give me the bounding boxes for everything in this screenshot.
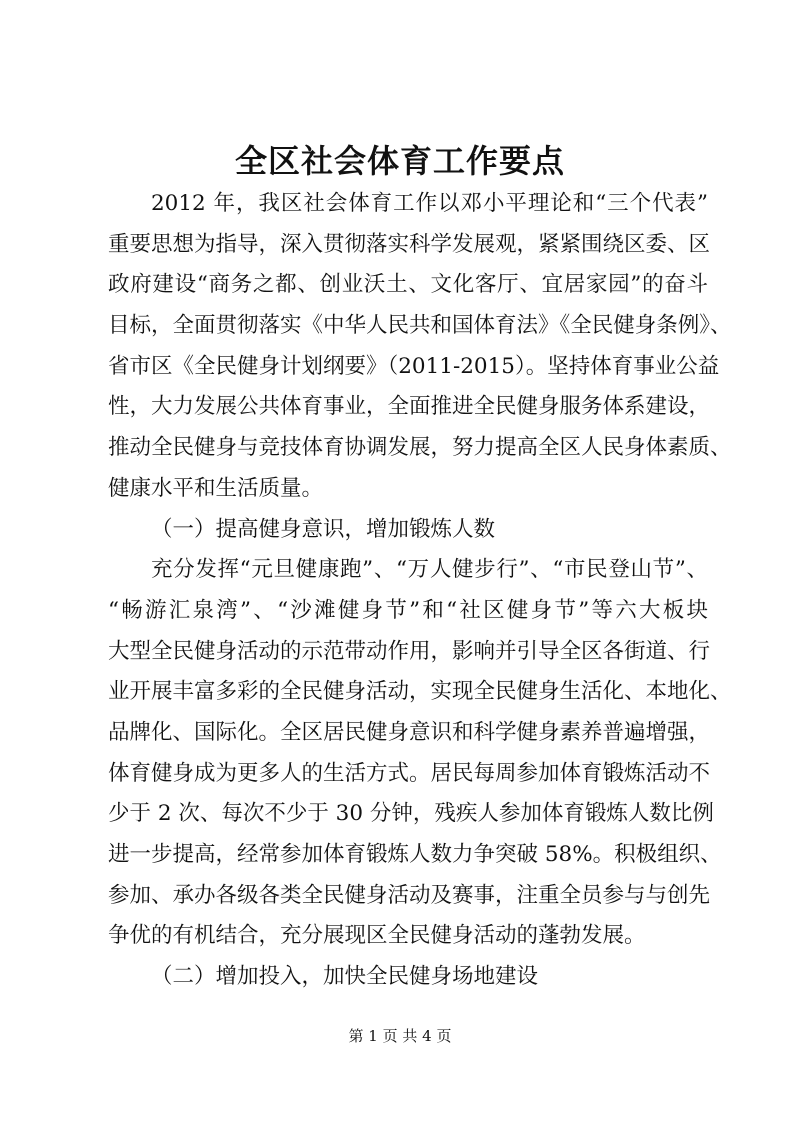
document-title: 全区社会体育工作要点 bbox=[234, 142, 565, 180]
section-heading: （一）提高健身意识，增加锻炼人数 bbox=[151, 516, 496, 542]
paragraph-line: 推动全民健身与竞技体育协调发展，努力提高全区人民身体素质、 bbox=[108, 435, 732, 461]
paragraph-line: “畅游汇泉湾”、“沙滩健身节”和“社区健身节”等六大板块 bbox=[108, 597, 708, 623]
section-heading: （二）增加投入，加快全民健身场地建设 bbox=[151, 964, 539, 990]
paragraph-line: 2012 年，我区社会体育工作以邓小平理论和“三个代表” bbox=[151, 191, 708, 216]
paragraph-line: 大型全民健身活动的示范带动作用，影响并引导全区各街道、行 bbox=[108, 638, 711, 664]
paragraph-line: 进一步提高，经常参加体育锻炼人数力争突破 58%。积极组织、 bbox=[108, 842, 722, 867]
paragraph-line: 重要思想为指导，深入贯彻落实科学发展观，紧紧围绕区委、区 bbox=[108, 231, 711, 257]
paragraph-line: 充分发挥“元旦健康跑”、“万人健步行”、“市民登山节”、 bbox=[151, 557, 708, 583]
paragraph-line: 目标，全面贯彻落实《中华人民共和国体育法》《全民健身条例》、 bbox=[108, 313, 732, 339]
document-body bbox=[108, 184, 732, 998]
paragraph-line: 性，大力发展公共体育事业，全面推进全民健身服务体系建设， bbox=[108, 394, 711, 420]
paragraph-line: 健康水平和生活质量。 bbox=[108, 475, 324, 501]
paragraph-line: 少于 2 次、每次不少于 30 分钟，残疾人参加体育锻炼人数比例 bbox=[108, 801, 714, 827]
paragraph-line: 体育健身成为更多人的生活方式。居民每周参加体育锻炼活动不 bbox=[108, 760, 711, 786]
paragraph-line: 争优的有机结合，充分展现区全民健身活动的蓬勃发展。 bbox=[108, 923, 646, 949]
paragraph-line: 政府建设“商务之都、创业沃土、文化客厅、宜居家园”的奋斗 bbox=[108, 272, 708, 298]
paragraph-line: 参加、承办各级各类全民健身活动及赛事，注重全员参与与创先 bbox=[108, 882, 711, 908]
page-number-footer: 第 1 页 共 4 页 bbox=[348, 1027, 452, 1045]
paragraph-line: 品牌化、国际化。全区居民健身意识和科学健身素养普遍增强， bbox=[108, 719, 711, 745]
paragraph-line: 省市区《全民健身计划纲要》（2011-2015）。坚持体育事业公益 bbox=[108, 353, 720, 379]
paragraph-line: 业开展丰富多彩的全民健身活动，实现全民健身生活化、本地化、 bbox=[108, 679, 732, 705]
